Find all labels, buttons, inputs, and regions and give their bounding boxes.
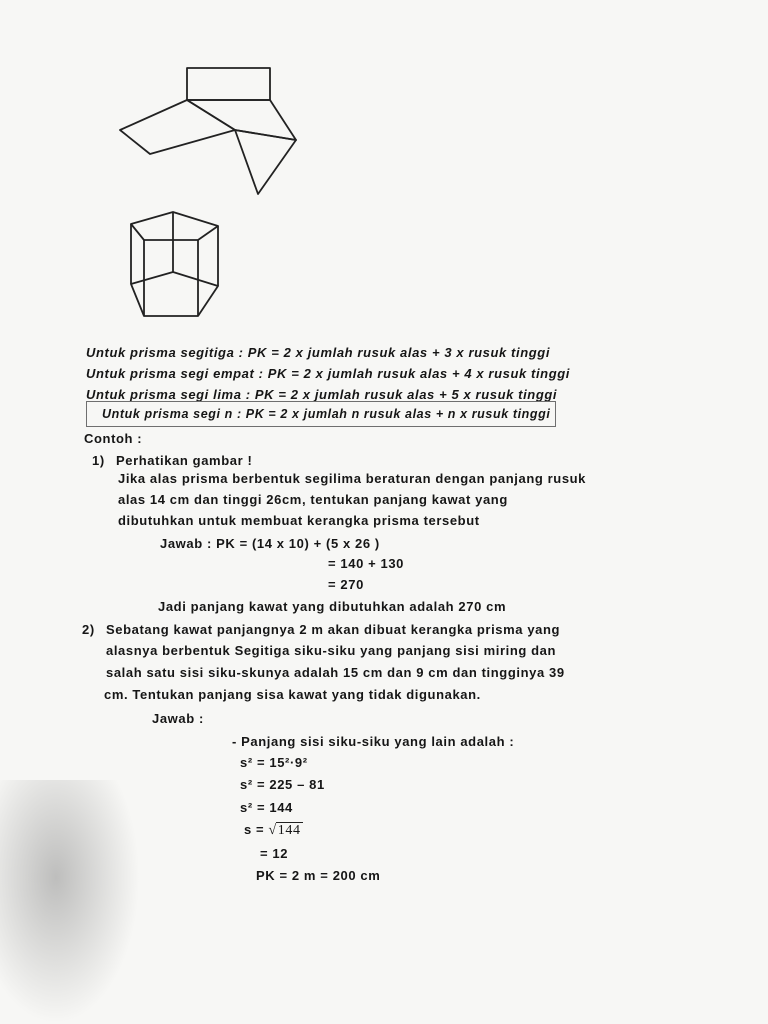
sqrt-prefix: s = [244,822,269,837]
example-1-title: Perhatikan gambar ! [116,453,253,468]
example-1-answer: = 270 [328,577,364,592]
formula-general: Untuk prisma segi n : PK = 2 x jumlah n rusuk alas + n x rusuk tinggi [102,407,551,421]
example-2-step: s² = 144 [240,800,293,815]
square-root-symbol: √144 [268,823,301,838]
example-2-step: s² = 15²·9² [240,755,308,770]
example-1-conclusion: Jadi panjang kawat yang dibutuhkan adalah 270 cm [158,599,507,614]
example-1-answer: Jawab : PK = (14 x 10) + (5 x 26 ) [160,536,380,551]
formula-quadrilateral: Untuk prisma segi empat : PK = 2 x jumlah rusuk alas + 4 x rusuk tinggi [86,366,571,381]
contoh-label: Contoh : [84,431,143,446]
sqrt-radicand: 144 [277,823,301,838]
example-2-line: cm. Tentukan panjang sisa kawat yang tidak digunakan. [104,687,481,702]
example-2-step: = 12 [260,846,289,861]
example-2-step: PK = 2 m = 200 cm [256,868,381,883]
example-1-line: alas 14 cm dan tinggi 26cm, tentukan panjang kawat yang [118,492,508,507]
example-2-jawab: Jawab : [152,711,204,726]
example-2-sqrt-step [244,822,303,839]
formula-triangular: Untuk prisma segitiga : PK = 2 x jumlah rusuk alas + 3 x rusuk tinggi [86,345,551,360]
pentagonal-prism-figure [118,206,228,326]
example-1-number: 1) [92,453,105,468]
formula-pentagonal: Untuk prisma segi lima : PK = 2 x jumlah rusuk alas + 5 x rusuk tinggi [86,387,558,402]
prism-net-figure [110,60,310,200]
example-1-line: dibutuhkan untuk membuat kerangka prisma tersebut [118,513,480,528]
example-1-answer: = 140 + 130 [328,556,404,571]
example-1-line: Jika alas prisma berbentuk segilima beraturan dengan panjang rusuk [118,471,587,486]
example-2-number: 2) [82,622,95,637]
example-2-step: s² = 225 – 81 [240,777,325,792]
example-2-line: Sebatang kawat panjangnya 2 m akan dibuat kerangka prisma yang [106,622,561,637]
example-2-line: salah satu sisi siku-skunya adalah 15 cm dan 9 cm dan tingginya 39 [106,665,565,680]
paper-shadow [0,780,140,1024]
example-2-line: alasnya berbentuk Segitiga siku-siku yang panjang sisi miring dan [106,643,557,658]
example-2-step-heading: - Panjang sisi siku-siku yang lain adalah : [232,734,515,749]
